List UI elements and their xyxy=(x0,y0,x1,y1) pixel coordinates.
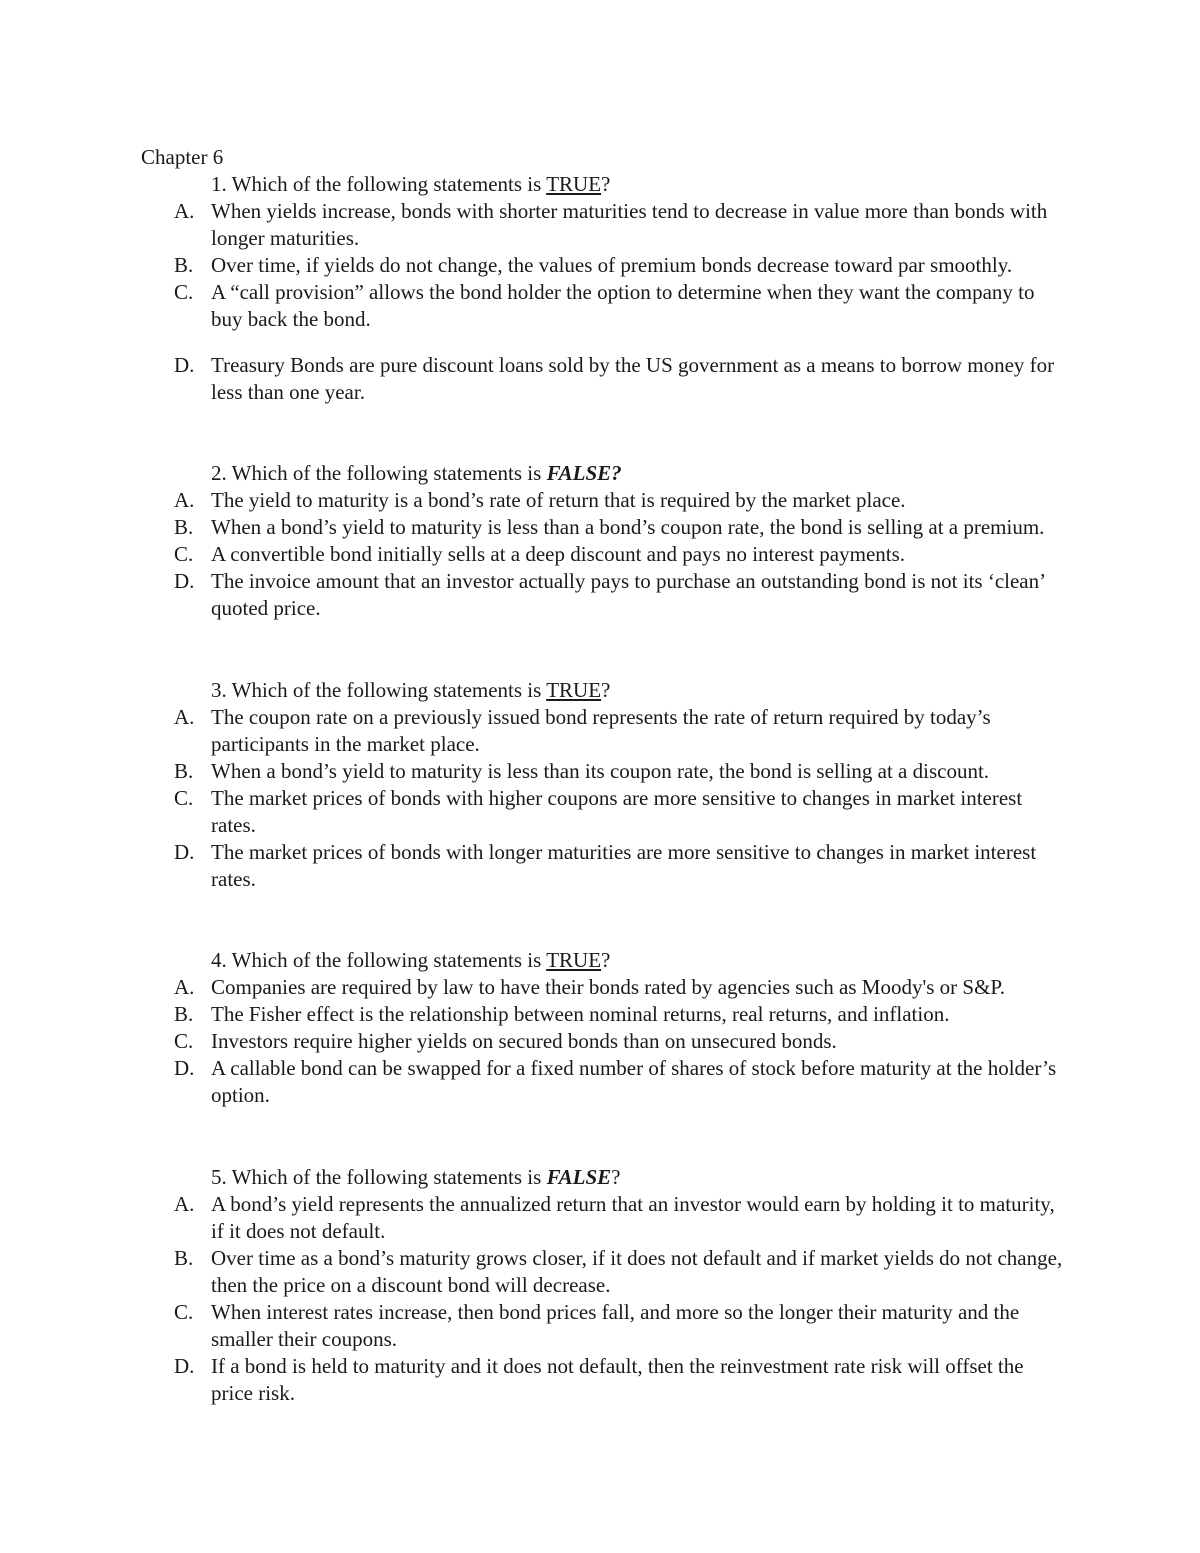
option-text: If a bond is held to maturity and it does not default, then the reinvestment rate risk will offset the price risk. xyxy=(211,1354,1024,1405)
question-stem xyxy=(174,460,1074,487)
option-d xyxy=(174,352,1074,406)
option-c xyxy=(174,785,1074,839)
option-c xyxy=(174,541,1074,568)
question-stem xyxy=(174,171,1074,198)
question-3 xyxy=(174,677,1074,893)
stem-text: 5. Which of the following statements is xyxy=(211,1165,547,1189)
option-letter: C. xyxy=(174,1029,194,1053)
option-b xyxy=(174,758,1074,785)
option-letter: D. xyxy=(174,1354,195,1378)
option-letter: D. xyxy=(174,840,195,864)
option-d xyxy=(174,1055,1074,1109)
stem-keyword: TRUE xyxy=(546,678,602,702)
question-2 xyxy=(174,460,1074,622)
option-text: When a bond’s yield to maturity is less than a bond’s coupon rate, the bond is selling at a premium. xyxy=(211,515,1045,539)
option-a xyxy=(174,974,1074,1001)
option-text: A bond’s yield represents the annualized return that an investor would earn by holding it to maturity, if it does not default. xyxy=(211,1192,1055,1243)
option-b xyxy=(174,1001,1074,1028)
option-letter: C. xyxy=(174,786,194,810)
stem-text: 2. Which of the following statements is xyxy=(211,461,547,485)
stem-keyword: TRUE xyxy=(546,948,602,972)
option-d xyxy=(174,568,1074,622)
option-text: Treasury Bonds are pure discount loans sold by the US government as a means to borrow money for less than one year. xyxy=(211,353,1055,404)
option-text: Investors require higher yields on secured bonds than on unsecured bonds. xyxy=(211,1029,837,1053)
option-text: Over time as a bond’s maturity grows closer, if it does not default and if market yields do not change, then the price on a discount bond will decrease. xyxy=(211,1246,1063,1297)
option-letter: B. xyxy=(174,1002,194,1026)
stem-keyword: TRUE xyxy=(546,172,602,196)
option-text: A callable bond can be swapped for a fixed number of shares of stock before maturity at the holder’s option. xyxy=(211,1056,1057,1107)
option-letter: B. xyxy=(174,515,194,539)
option-a xyxy=(174,487,1074,514)
option-text: A “call provision” allows the bond holder the option to determine when they want the company to buy back the bond. xyxy=(211,280,1035,331)
stem-text: 1. Which of the following statements is xyxy=(211,172,547,196)
option-letter: A. xyxy=(174,488,195,512)
option-text: Over time, if yields do not change, the values of premium bonds decrease toward par smoothly. xyxy=(211,253,1013,277)
option-letter: C. xyxy=(174,542,194,566)
chapter-title: Chapter 6 xyxy=(141,145,224,169)
option-c xyxy=(174,1028,1074,1055)
option-text: The market prices of bonds with higher coupons are more sensitive to changes in market interest rates. xyxy=(211,786,1023,837)
option-b xyxy=(174,514,1074,541)
option-b xyxy=(174,252,1074,279)
question-stem xyxy=(174,1164,1074,1191)
stem-suffix: ? xyxy=(601,948,611,972)
option-text: When interest rates increase, then bond prices fall, and more so the longer their maturity and the smaller their coupons. xyxy=(211,1300,1020,1351)
option-text: When yields increase, bonds with shorter maturities tend to decrease in value more than bonds with longer maturities. xyxy=(211,199,1048,250)
option-text: The yield to maturity is a bond’s rate of return that is required by the market place. xyxy=(211,488,906,512)
option-text: The Fisher effect is the relationship between nominal returns, real returns, and inflation. xyxy=(211,1002,950,1026)
option-a xyxy=(174,1191,1074,1245)
option-letter: C. xyxy=(174,280,194,304)
option-letter: B. xyxy=(174,759,194,783)
stem-keyword: FALSE? xyxy=(546,461,622,485)
option-text: The coupon rate on a previously issued bond represents the rate of return required by today’s participants in the market place. xyxy=(211,705,991,756)
option-d xyxy=(174,839,1074,893)
stem-suffix: ? xyxy=(601,678,611,702)
option-letter: D. xyxy=(174,1056,195,1080)
option-b xyxy=(174,1245,1074,1299)
question-1 xyxy=(174,171,1074,406)
option-letter: B. xyxy=(174,1246,194,1270)
option-text: The invoice amount that an investor actually pays to purchase an outstanding bond is not its ‘clean’ quoted price. xyxy=(211,569,1045,620)
stem-text: 4. Which of the following statements is xyxy=(211,948,547,972)
stem-suffix: ? xyxy=(601,172,611,196)
option-letter: D. xyxy=(174,353,195,377)
question-stem xyxy=(174,677,1074,704)
option-text: The market prices of bonds with longer maturities are more sensitive to changes in market interest rates. xyxy=(211,840,1037,891)
option-letter: A. xyxy=(174,975,195,999)
question-5 xyxy=(174,1164,1074,1407)
stem-suffix: ? xyxy=(611,1165,621,1189)
stem-text: 3. Which of the following statements is xyxy=(211,678,547,702)
question-stem xyxy=(174,947,1074,974)
option-letter: A. xyxy=(174,1192,195,1216)
option-d xyxy=(174,1353,1074,1407)
stem-keyword: FALSE xyxy=(546,1165,612,1189)
option-c xyxy=(174,279,1074,333)
option-letter: C. xyxy=(174,1300,194,1324)
option-a xyxy=(174,704,1074,758)
option-text: A convertible bond initially sells at a deep discount and pays no interest payments. xyxy=(211,542,906,566)
question-4 xyxy=(174,947,1074,1109)
option-a xyxy=(174,198,1074,252)
option-c xyxy=(174,1299,1074,1353)
option-text: Companies are required by law to have their bonds rated by agencies such as Moody's or S&P. xyxy=(211,975,1006,999)
option-letter: A. xyxy=(174,705,195,729)
option-letter: D. xyxy=(174,569,195,593)
option-letter: B. xyxy=(174,253,194,277)
option-letter: A. xyxy=(174,199,195,223)
option-text: When a bond’s yield to maturity is less than its coupon rate, the bond is selling at a discount. xyxy=(211,759,990,783)
